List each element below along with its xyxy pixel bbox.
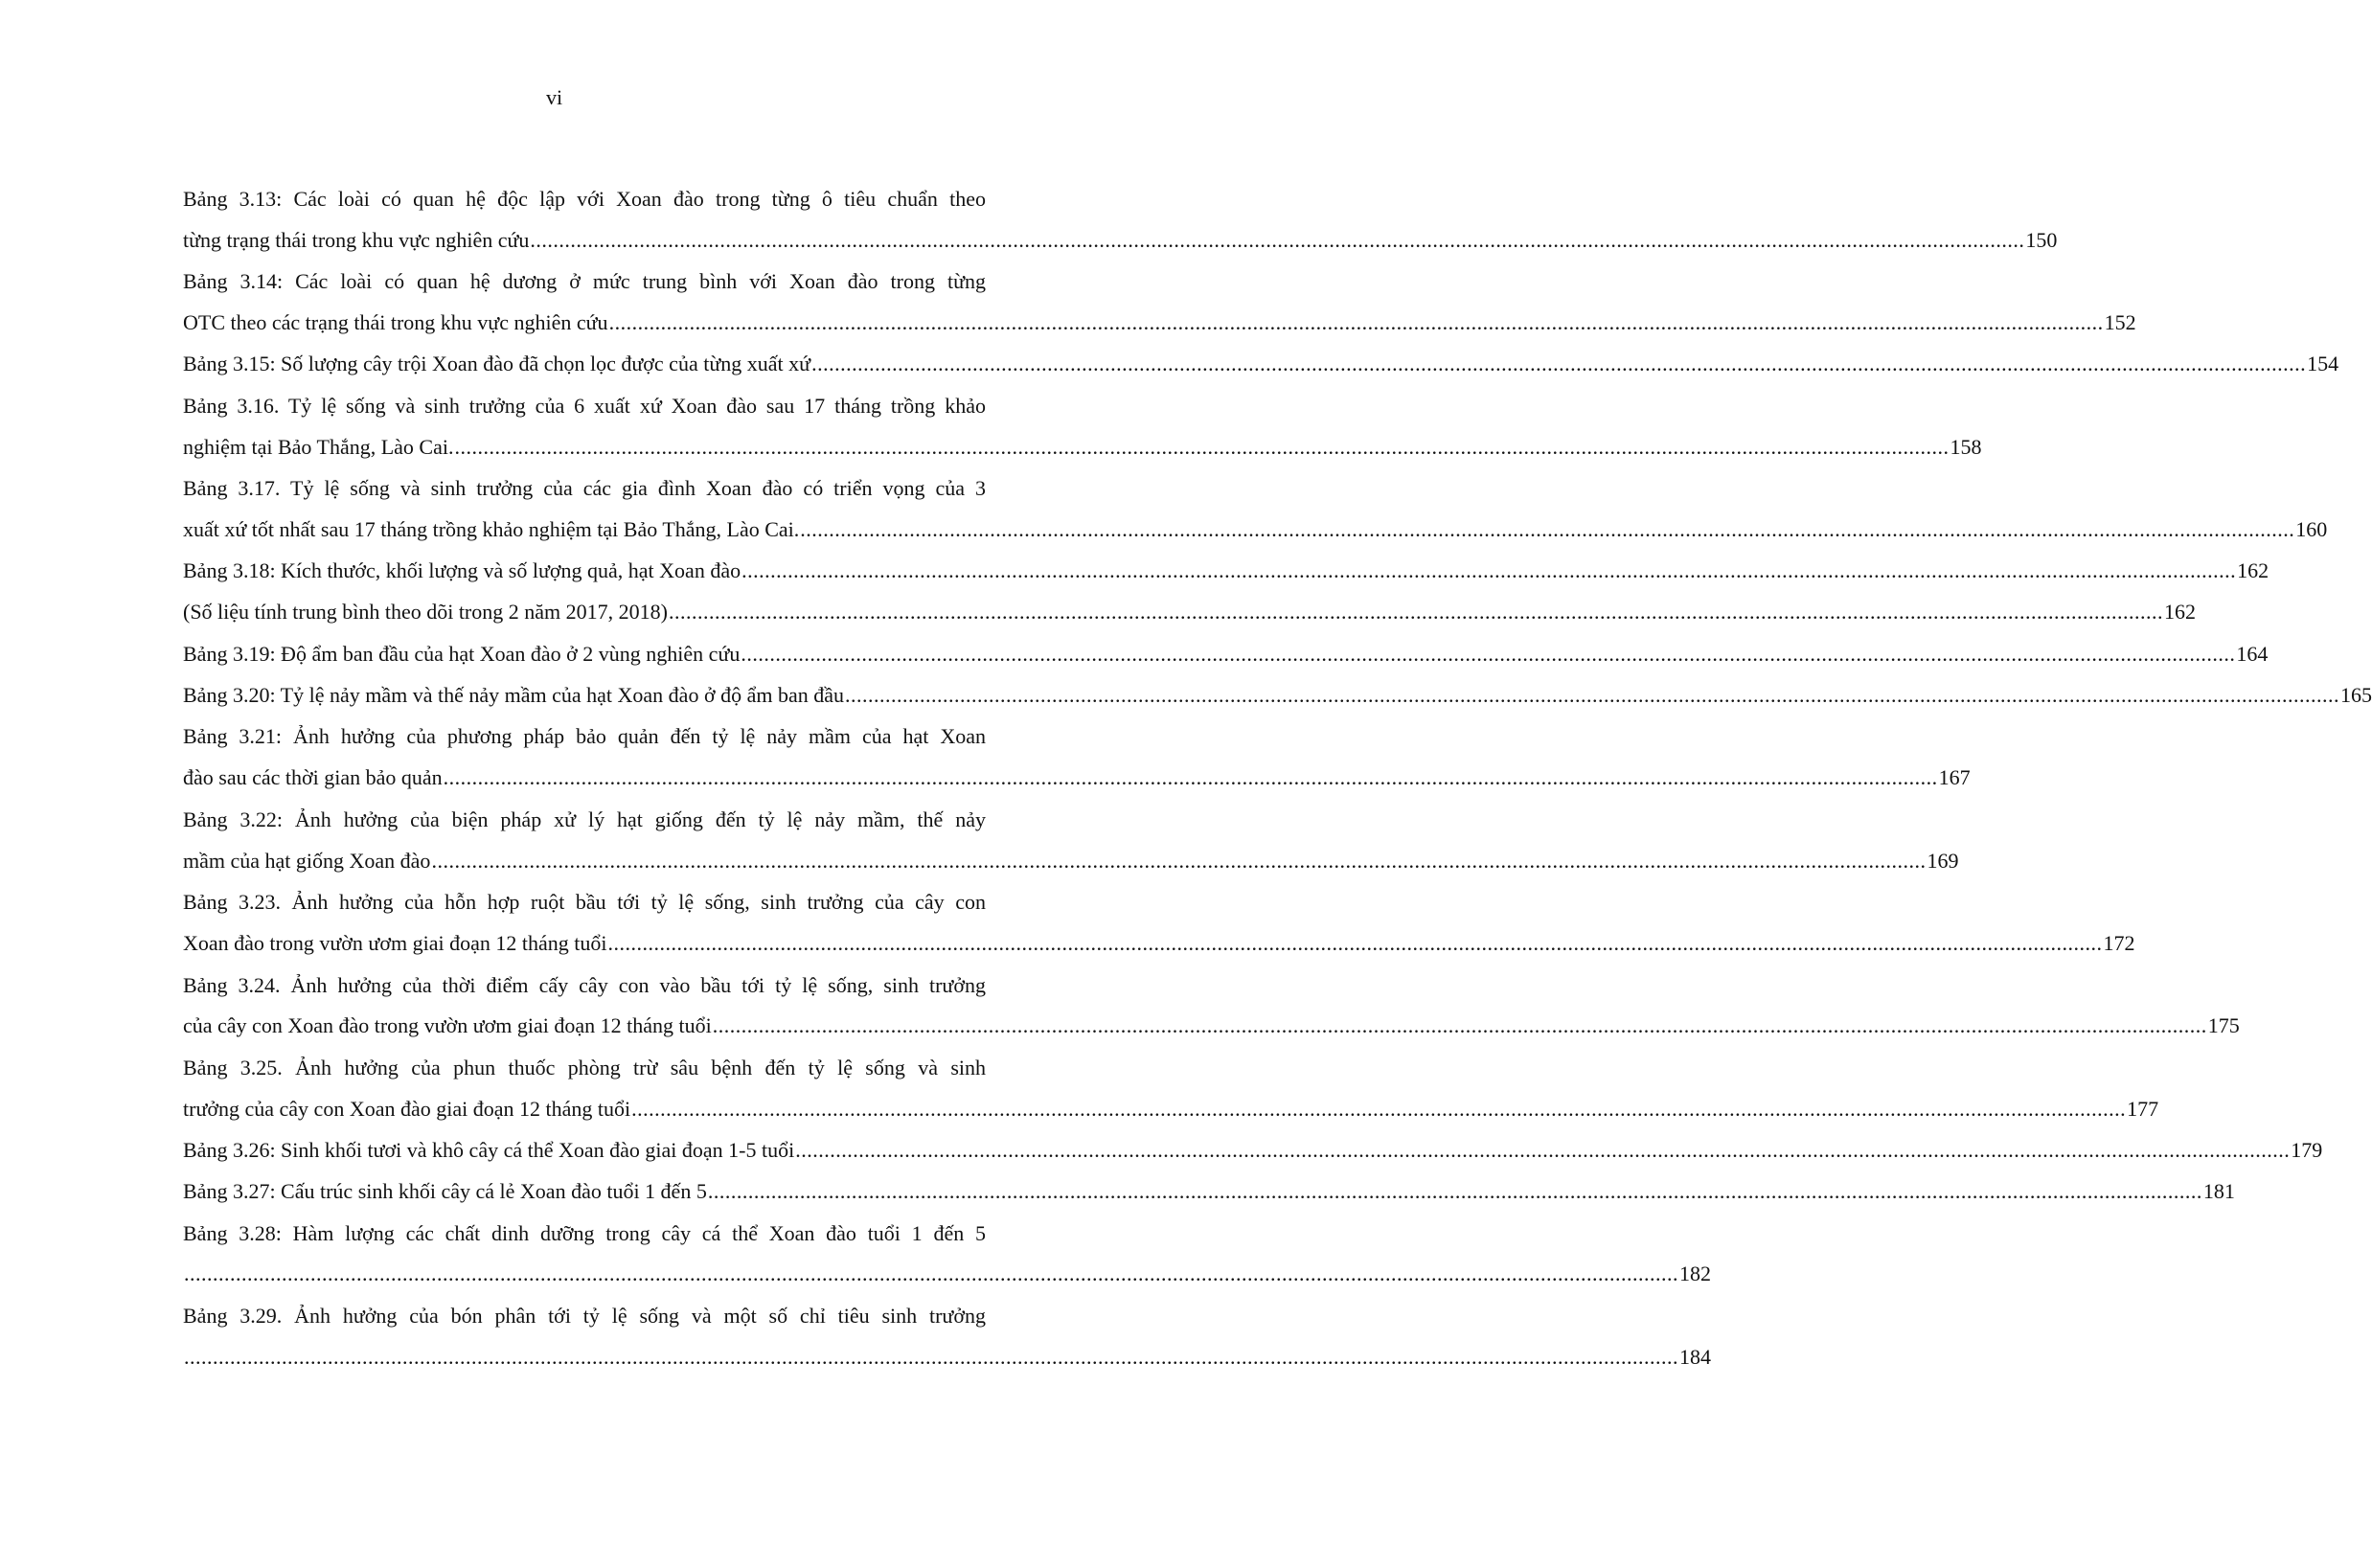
toc-page-number: 179	[2291, 1137, 2323, 1162]
toc-entry-text: Bảng 3.16. Tỷ lệ sống và sinh trưởng của 6 xuất xứ Xoan đào sau 17 tháng trồng khảo	[183, 393, 986, 418]
dot-leader: ....................................................................................................................................................................................................................................................................	[795, 1137, 2291, 1162]
toc-page-number: 152	[2104, 310, 2136, 335]
toc-page-number: 169	[1927, 848, 1959, 873]
dot-leader: ....................................................................................................................................................................................................................................................................	[741, 558, 2237, 583]
toc-entry-text: Bảng 3.23. Ảnh hưởng của hỗn hợp ruột bầu tới tỷ lệ sống, sinh trưởng của cây con	[183, 890, 986, 915]
toc-entry-line	[183, 674, 2372, 716]
toc-entry-text: Bảng 3.21: Ảnh hưởng của phương pháp bảo quản đến tỷ lệ nảy mầm của hạt Xoan	[183, 724, 986, 749]
toc-page-number: 158	[1950, 434, 1982, 459]
toc-entry-text: Bảng 3.17. Tỷ lệ sống và sinh trưởng của các gia đình Xoan đào có triển vọng của 3	[183, 476, 986, 501]
dot-leader: ....................................................................................................................................................................................................................................................................	[631, 1096, 2127, 1121]
toc-entry-text: đào sau các thời gian bảo quản	[183, 765, 443, 790]
toc-entry[interactable]	[183, 716, 1971, 798]
toc-entry-text: Xoan đào trong vườn ươm giai đoạn 12 tháng tuổi	[183, 930, 607, 955]
dot-leader: ....................................................................................................................................................................................................................................................................	[454, 434, 1950, 459]
toc-entry[interactable]	[183, 344, 2339, 385]
dot-leader: ....................................................................................................................................................................................................................................................................	[530, 227, 2025, 252]
toc-entry-line	[183, 1254, 1711, 1295]
toc-page-number: 165	[2339, 682, 2372, 707]
toc-page-number: 164	[2236, 641, 2269, 666]
toc-entry-text: mầm của hạt giống Xoan đào	[183, 848, 431, 873]
toc-entry[interactable]	[183, 178, 2058, 261]
toc-entry-line	[183, 633, 2269, 674]
toc-entry-line	[183, 426, 1982, 467]
toc-entry-text: Bảng 3.19: Độ ẩm ban đầu của hạt Xoan đào ở 2 vùng nghiên cứu	[183, 641, 741, 666]
toc-entry[interactable]	[183, 1171, 2235, 1213]
toc-entry-line	[183, 1336, 1711, 1377]
toc-page-number: 175	[2207, 1013, 2240, 1038]
toc-entry-text: Bảng 3.28: Hàm lượng các chất dinh dưỡng trong cây cá thể Xoan đào tuổi 1 đến 5	[183, 1220, 986, 1245]
toc-page-number: 167	[1938, 765, 1971, 790]
dot-leader: ....................................................................................................................................................................................................................................................................	[443, 765, 1938, 790]
toc-entry-text: Bảng 3.18: Kích thước, khối lượng và số lượng quả, hạt Xoan đào	[183, 558, 741, 583]
dot-leader: ....................................................................................................................................................................................................................................................................	[184, 1344, 1678, 1369]
toc-entry-text: Bảng 3.27: Cấu trúc sinh khối cây cá lẻ Xoan đào tuổi 1 đến 5	[183, 1179, 707, 1204]
dot-leader: ....................................................................................................................................................................................................................................................................	[844, 682, 2339, 707]
toc-entry[interactable]	[183, 799, 1959, 881]
toc-entry-line	[183, 219, 2058, 261]
toc-entry-text: Bảng 3.15: Số lượng cây trội Xoan đào đã chọn lọc được của từng xuất xứ	[183, 352, 811, 376]
toc-entry-line	[183, 344, 2339, 385]
toc-entry[interactable]	[183, 1213, 1711, 1295]
toc-entry-text: OTC theo các trạng thái trong khu vực nghiên cứu	[183, 310, 608, 335]
toc-entry-text: (Số liệu tính trung bình theo dõi trong 2 năm 2017, 2018)	[183, 600, 668, 625]
toc-entry-line	[183, 1088, 2159, 1129]
toc-page-number: 181	[2202, 1179, 2235, 1204]
toc-entry[interactable]	[183, 633, 2269, 674]
toc-entry[interactable]	[183, 592, 2196, 633]
toc-entry[interactable]	[183, 385, 1982, 467]
toc-page-number: 177	[2127, 1096, 2159, 1121]
toc-entry-line	[183, 1129, 2323, 1170]
dot-leader: ....................................................................................................................................................................................................................................................................	[184, 1261, 1678, 1286]
toc-entry[interactable]	[183, 467, 2328, 550]
dot-leader: ....................................................................................................................................................................................................................................................................	[741, 641, 2236, 666]
toc-page-number: 162	[2163, 600, 2196, 625]
toc-entry-text: Bảng 3.24. Ảnh hưởng của thời điểm cấy cây con vào bầu tới tỷ lệ sống, sinh trưởng	[183, 972, 986, 997]
toc-entry-line	[183, 592, 2196, 633]
toc-page-number: 182	[1679, 1261, 1711, 1286]
toc-entry[interactable]	[183, 551, 2269, 592]
toc-entry-text: từng trạng thái trong khu vực nghiên cứu	[183, 227, 530, 252]
toc-page-number: 160	[2295, 517, 2328, 542]
toc-entry-line	[183, 303, 2136, 344]
dot-leader: ....................................................................................................................................................................................................................................................................	[811, 352, 2307, 376]
dot-leader: ....................................................................................................................................................................................................................................................................	[800, 517, 2295, 542]
toc-entry-text: Bảng 3.26: Sinh khối tươi và khô cây cá thể Xoan đào giai đoạn 1-5 tuổi	[183, 1137, 795, 1162]
table-list	[183, 178, 2372, 1377]
page-number: vi	[545, 85, 563, 109]
toc-entry[interactable]	[183, 1295, 1711, 1377]
dot-leader: ....................................................................................................................................................................................................................................................................	[668, 600, 2163, 625]
dot-leader: ....................................................................................................................................................................................................................................................................	[607, 930, 2103, 955]
toc-page-number: 184	[1679, 1344, 1711, 1369]
dot-leader: ....................................................................................................................................................................................................................................................................	[431, 848, 1927, 873]
toc-entry-line	[183, 922, 2135, 964]
toc-entry-line	[183, 758, 1971, 799]
toc-entry[interactable]	[183, 965, 2240, 1047]
toc-entry-text: Bảng 3.25. Ảnh hưởng của phun thuốc phòng trừ sâu bệnh đến tỷ lệ sống và sinh	[183, 1055, 986, 1079]
toc-entry-text: Bảng 3.22: Ảnh hưởng của biện pháp xử lý hạt giống đến tỷ lệ nảy mầm, thế nảy	[183, 807, 986, 831]
toc-page-number: 172	[2103, 930, 2135, 955]
toc-entry-text: của cây con Xoan đào trong vườn ươm giai đoạn 12 tháng tuổi	[183, 1013, 712, 1038]
toc-entry-line	[183, 840, 1959, 881]
toc-entry-line	[183, 551, 2269, 592]
toc-page-number: 150	[2025, 227, 2058, 252]
toc-entry[interactable]	[183, 261, 2136, 343]
toc-entry-line	[183, 510, 2328, 551]
toc-entry-text: Bảng 3.20: Tỷ lệ nảy mầm và thế nảy mầm của hạt Xoan đào ở độ ẩm ban đầu	[183, 682, 844, 707]
toc-entry-text: Bảng 3.29. Ảnh hưởng của bón phân tới tỷ lệ sống và một số chỉ tiêu sinh trưởng	[183, 1304, 986, 1329]
dot-leader: ....................................................................................................................................................................................................................................................................	[712, 1013, 2207, 1038]
dot-leader: ....................................................................................................................................................................................................................................................................	[707, 1179, 2202, 1204]
toc-entry-text: nghiệm tại Bảo Thắng, Lào Cai.	[183, 434, 454, 459]
toc-entry[interactable]	[183, 881, 2135, 964]
dot-leader: ....................................................................................................................................................................................................................................................................	[608, 310, 2104, 335]
toc-page-number: 154	[2307, 352, 2339, 376]
toc-entry[interactable]	[183, 1129, 2323, 1170]
toc-entry-line	[183, 1006, 2240, 1047]
toc-entry-line	[183, 1171, 2235, 1213]
toc-entry[interactable]	[183, 1047, 2159, 1129]
toc-page-number: 162	[2237, 558, 2269, 583]
toc-entry-text: trưởng của cây con Xoan đào giai đoạn 12 tháng tuổi	[183, 1096, 631, 1121]
toc-entry-text: Bảng 3.14: Các loài có quan hệ dương ở mức trung bình với Xoan đào trong từng	[183, 269, 986, 294]
toc-entry-text: Bảng 3.13: Các loài có quan hệ độc lập với Xoan đào trong từng ô tiêu chuẩn theo	[183, 187, 986, 211]
toc-entry[interactable]	[183, 674, 2372, 716]
toc-entry-text: xuất xứ tốt nhất sau 17 tháng trồng khảo nghiệm tại Bảo Thắng, Lào Cai.	[183, 517, 800, 542]
